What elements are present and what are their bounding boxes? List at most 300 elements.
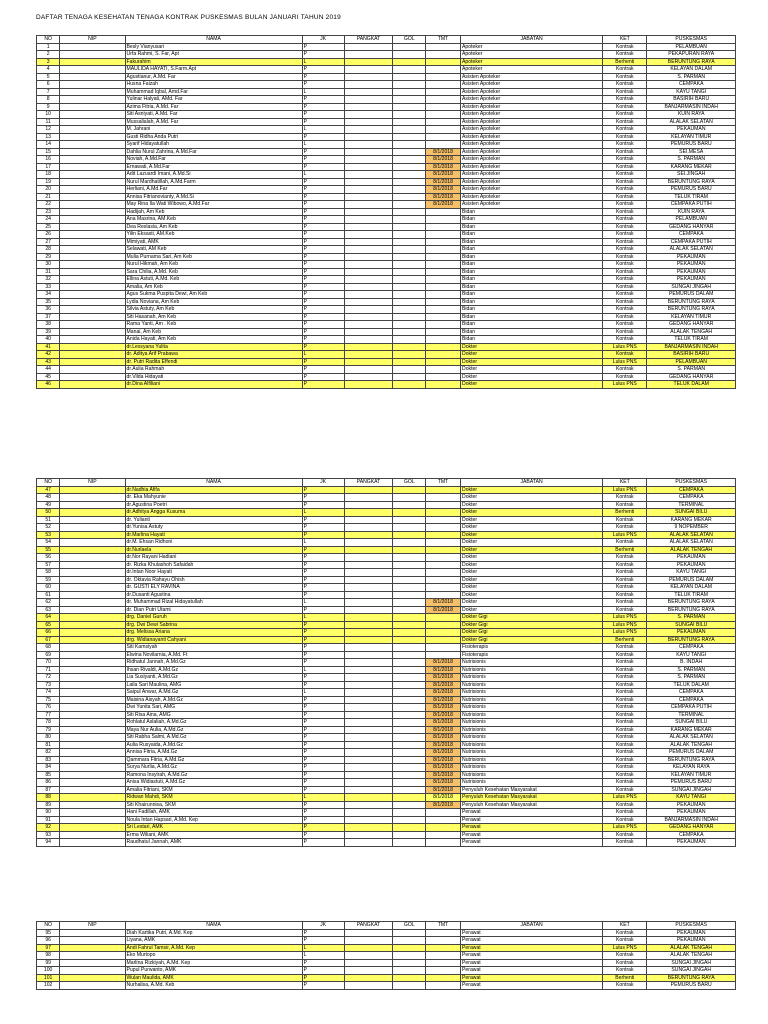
cell-tmt	[426, 328, 461, 336]
cell-jabatan: Dokter	[461, 501, 603, 509]
cell-jabatan: Dokter	[461, 486, 603, 494]
cell-nip	[60, 306, 125, 314]
cell-no: 23	[37, 208, 60, 216]
cell-no: 25	[37, 223, 60, 231]
cell-jabatan: Asisten Apoteker	[461, 186, 603, 194]
cell-no: 68	[37, 644, 60, 652]
cell-pangkat	[344, 576, 393, 584]
cell-gol	[393, 756, 426, 764]
cell-jabatan: Bidan	[461, 306, 603, 314]
cell-pangkat	[344, 974, 393, 982]
cell-nip	[60, 959, 125, 967]
table-row	[37, 261, 736, 269]
cell-nama: Mussalialah, A.Md. Far	[125, 118, 302, 126]
cell-no: 3	[37, 58, 60, 66]
cell-tmt	[426, 306, 461, 314]
cell-tmt	[426, 944, 461, 952]
cell-pangkat	[344, 764, 393, 772]
cell-no: 75	[37, 696, 60, 704]
cell-gol	[393, 486, 426, 494]
cell-nama: Erma Wiliani, AMK	[125, 831, 302, 839]
cell-jabatan: Asisten Apoteker	[461, 96, 603, 104]
cell-nama: Ana Masrina, AM.Keb	[125, 216, 302, 224]
cell-puskesmas: BERUNTUNG RAYA	[647, 606, 736, 614]
cell-nip	[60, 238, 125, 246]
cell-jabatan: Bidan	[461, 223, 603, 231]
cell-ket: Kontrak	[603, 524, 647, 532]
cell-nip	[60, 351, 125, 359]
cell-gol	[393, 659, 426, 667]
cell-pangkat	[344, 336, 393, 344]
cell-no: 46	[37, 381, 60, 389]
table-row	[37, 51, 736, 59]
cell-nip	[60, 726, 125, 734]
cell-pangkat	[344, 644, 393, 652]
cell-gol	[393, 148, 426, 156]
cell-ket: Berhenti	[603, 509, 647, 517]
cell-nip	[60, 786, 125, 794]
cell-gol	[393, 726, 426, 734]
cell-gol	[393, 103, 426, 111]
cell-ket: Kontrak	[603, 967, 647, 975]
cell-jabatan: Asisten Apoteker	[461, 171, 603, 179]
cell-pangkat	[344, 749, 393, 757]
cell-nama: dr.Agustina Poetri	[125, 501, 302, 509]
cell-gol	[393, 629, 426, 637]
cell-pangkat	[344, 771, 393, 779]
cell-jabatan: Dokter	[461, 531, 603, 539]
cell-puskesmas: S. PARMAN	[647, 73, 736, 81]
cell-tmt	[426, 276, 461, 284]
cell-tmt	[426, 929, 461, 937]
cell-puskesmas: SEI.JINGAH	[647, 171, 736, 179]
cell-no: 45	[37, 373, 60, 381]
cell-gol	[393, 764, 426, 772]
table-row	[37, 591, 736, 599]
cell-nama: Herliani, A.Md.Far	[125, 186, 302, 194]
cell-nama: dr. Yulianti	[125, 516, 302, 524]
cell-jk: P	[302, 546, 344, 554]
cell-ket: Kontrak	[603, 313, 647, 321]
cell-pangkat	[344, 726, 393, 734]
cell-ket: Kontrak	[603, 163, 647, 171]
cell-tmt: 8/1/2018	[426, 696, 461, 704]
cell-puskesmas: BANJARMASIN INDAH	[647, 103, 736, 111]
cell-tmt	[426, 591, 461, 599]
cell-jabatan: Perawat	[461, 982, 603, 990]
cell-gol	[393, 711, 426, 719]
cell-ket: Kontrak	[603, 351, 647, 359]
cell-tmt	[426, 223, 461, 231]
cell-gol	[393, 531, 426, 539]
cell-nip	[60, 666, 125, 674]
cell-nip	[60, 343, 125, 351]
cell-jk: P	[302, 163, 344, 171]
cell-no: 55	[37, 546, 60, 554]
cell-nama: Ridhatul Jannah, A.Md.Gz	[125, 659, 302, 667]
table-row	[37, 734, 736, 742]
cell-no: 37	[37, 313, 60, 321]
cell-no: 102	[37, 982, 60, 990]
cell-no: 31	[37, 268, 60, 276]
header-nip: NIP	[60, 36, 125, 44]
cell-nip	[60, 756, 125, 764]
cell-tmt	[426, 216, 461, 224]
table-row	[37, 516, 736, 524]
cell-jk: P	[302, 156, 344, 164]
cell-gol	[393, 509, 426, 517]
cell-gol	[393, 982, 426, 990]
header-jabatan: JABATAN	[461, 922, 603, 930]
cell-no: 60	[37, 584, 60, 592]
cell-tmt	[426, 268, 461, 276]
cell-tmt	[426, 231, 461, 239]
cell-gol	[393, 561, 426, 569]
cell-jk: P	[302, 494, 344, 502]
cell-jabatan: Penyuluh Kesehatan Masyarakat	[461, 794, 603, 802]
cell-tmt	[426, 358, 461, 366]
cell-puskesmas: S. PARMAN	[647, 614, 736, 622]
cell-nama: Agus Sukma Puspita Dewi, Am Keb	[125, 291, 302, 299]
cell-nama: Qammara Fitria, A.Md.Gz	[125, 756, 302, 764]
cell-jk: L	[302, 171, 344, 179]
table-row	[37, 306, 736, 314]
cell-tmt	[426, 208, 461, 216]
cell-ket: Kontrak	[603, 276, 647, 284]
cell-nip	[60, 974, 125, 982]
cell-jabatan: Nutrisionis	[461, 756, 603, 764]
cell-pangkat	[344, 614, 393, 622]
cell-nip	[60, 794, 125, 802]
cell-jk: P	[302, 674, 344, 682]
cell-no: 40	[37, 336, 60, 344]
cell-nama: Azima Fitria, A.Md. Far	[125, 103, 302, 111]
cell-pangkat	[344, 283, 393, 291]
cell-jabatan: Dokter	[461, 584, 603, 592]
cell-puskesmas: KAYU TANGI	[647, 569, 736, 577]
cell-pangkat	[344, 373, 393, 381]
cell-puskesmas: KUIN RAYA	[647, 208, 736, 216]
cell-nama: drg. Dwi Dewi Sabrina	[125, 621, 302, 629]
cell-nip	[60, 771, 125, 779]
cell-no: 69	[37, 651, 60, 659]
cell-ket: Kontrak	[603, 366, 647, 374]
cell-jk: P	[302, 96, 344, 104]
table-row	[37, 163, 736, 171]
cell-puskesmas: PEMURUS DALAM	[647, 749, 736, 757]
cell-jk: P	[302, 681, 344, 689]
table-row	[37, 88, 736, 96]
cell-nip	[60, 373, 125, 381]
cell-ket: Kontrak	[603, 569, 647, 577]
cell-no: 11	[37, 118, 60, 126]
cell-nama: Lydia Noviana, Am Keb	[125, 298, 302, 306]
header-gol: GOL	[393, 479, 426, 487]
cell-puskesmas: BANJARMASIN INDAH	[647, 816, 736, 824]
header-pangkat: PANGKAT	[344, 479, 393, 487]
cell-ket: Kontrak	[603, 231, 647, 239]
cell-nama: dr. Aditya Arif Prabawa	[125, 351, 302, 359]
cell-tmt: 8/1/2018	[426, 178, 461, 186]
cell-ket: Lulus PNS	[603, 486, 647, 494]
cell-gol	[393, 73, 426, 81]
cell-no: 18	[37, 171, 60, 179]
table-row	[37, 66, 736, 74]
cell-nip	[60, 591, 125, 599]
cell-puskesmas: CEMPAKA PUTIH	[647, 201, 736, 209]
cell-ket: Kontrak	[603, 599, 647, 607]
cell-jk: P	[302, 621, 344, 629]
cell-tmt: 8/1/2018	[426, 741, 461, 749]
cell-puskesmas: BASIRIH BARU	[647, 351, 736, 359]
cell-nip	[60, 298, 125, 306]
cell-jk: P	[302, 268, 344, 276]
cell-gol	[393, 749, 426, 757]
cell-nip	[60, 321, 125, 329]
cell-tmt: 8/1/2018	[426, 681, 461, 689]
cell-tmt	[426, 516, 461, 524]
table-row	[37, 238, 736, 246]
cell-jk: P	[302, 231, 344, 239]
cell-ket: Kontrak	[603, 73, 647, 81]
cell-tmt	[426, 141, 461, 149]
cell-jabatan: Nutrisionis	[461, 696, 603, 704]
cell-tmt	[426, 831, 461, 839]
cell-jk: P	[302, 261, 344, 269]
cell-jabatan: Asisten Apoteker	[461, 133, 603, 141]
cell-ket: Kontrak	[603, 96, 647, 104]
cell-ket: Kontrak	[603, 651, 647, 659]
cell-jabatan: Perawat	[461, 809, 603, 817]
cell-ket: Kontrak	[603, 43, 647, 51]
cell-gol	[393, 381, 426, 389]
cell-no: 36	[37, 306, 60, 314]
cell-puskesmas: CEMPAKA	[647, 231, 736, 239]
cell-ket: Kontrak	[603, 216, 647, 224]
cell-gol	[393, 313, 426, 321]
cell-ket: Lulus PNS	[603, 824, 647, 832]
cell-jk: L	[302, 944, 344, 952]
cell-pangkat	[344, 201, 393, 209]
cell-nip	[60, 576, 125, 584]
cell-pangkat	[344, 276, 393, 284]
header-pangkat: PANGKAT	[344, 36, 393, 44]
cell-pangkat	[344, 809, 393, 817]
header-tmt: TMT	[426, 479, 461, 487]
cell-pangkat	[344, 621, 393, 629]
cell-puskesmas: BERUNTUNG RAYA	[647, 756, 736, 764]
cell-nama: dr.Aulia Rahmah	[125, 366, 302, 374]
table-row	[37, 584, 736, 592]
cell-nip	[60, 171, 125, 179]
table-row	[37, 644, 736, 652]
cell-nip	[60, 546, 125, 554]
cell-pangkat	[344, 231, 393, 239]
cell-tmt	[426, 51, 461, 59]
cell-puskesmas: KELAYAN TIMUR	[647, 313, 736, 321]
table-row	[37, 539, 736, 547]
cell-jabatan: Dokter	[461, 539, 603, 547]
cell-jk: P	[302, 809, 344, 817]
cell-jk: P	[302, 246, 344, 254]
cell-pangkat	[344, 103, 393, 111]
cell-nip	[60, 831, 125, 839]
cell-nip	[60, 509, 125, 517]
cell-ket: Kontrak	[603, 66, 647, 74]
cell-puskesmas: KAYU TANGI	[647, 651, 736, 659]
cell-nama: Anisa Widiastuti, A.Md.Gz	[125, 779, 302, 787]
cell-pangkat	[344, 133, 393, 141]
cell-tmt	[426, 486, 461, 494]
cell-tmt	[426, 584, 461, 592]
cell-gol	[393, 51, 426, 59]
cell-gol	[393, 238, 426, 246]
table-row	[37, 381, 736, 389]
table-row	[37, 741, 736, 749]
cell-pangkat	[344, 381, 393, 389]
cell-nip	[60, 741, 125, 749]
cell-tmt: 8/1/2018	[426, 674, 461, 682]
cell-nama: Nurul Hikmah, Am Keb	[125, 261, 302, 269]
cell-pangkat	[344, 516, 393, 524]
cell-nip	[60, 328, 125, 336]
cell-pangkat	[344, 313, 393, 321]
cell-pangkat	[344, 824, 393, 832]
cell-nip	[60, 524, 125, 532]
cell-nip	[60, 636, 125, 644]
cell-ket: Kontrak	[603, 606, 647, 614]
cell-gol	[393, 569, 426, 577]
cell-jk: P	[302, 629, 344, 637]
cell-nip	[60, 696, 125, 704]
cell-nama: dr.Adhitya Angga Kusuma	[125, 509, 302, 517]
cell-jk: P	[302, 756, 344, 764]
cell-jk: P	[302, 659, 344, 667]
cell-no: 90	[37, 809, 60, 817]
cell-no: 71	[37, 666, 60, 674]
cell-jk: P	[302, 43, 344, 51]
table-row	[37, 621, 736, 629]
cell-puskesmas: PEKAUMAN	[647, 929, 736, 937]
table-row	[37, 786, 736, 794]
cell-gol	[393, 719, 426, 727]
cell-jabatan: Dokter	[461, 569, 603, 577]
table-row	[37, 831, 736, 839]
cell-no: 80	[37, 734, 60, 742]
cell-ket: Kontrak	[603, 719, 647, 727]
cell-pangkat	[344, 606, 393, 614]
cell-jk: P	[302, 201, 344, 209]
cell-pangkat	[344, 756, 393, 764]
table-row	[37, 253, 736, 261]
cell-nama: Manai, Am Keb	[125, 328, 302, 336]
cell-pangkat	[344, 801, 393, 809]
cell-gol	[393, 539, 426, 547]
cell-nip	[60, 51, 125, 59]
cell-pangkat	[344, 171, 393, 179]
cell-jk: P	[302, 816, 344, 824]
cell-pangkat	[344, 186, 393, 194]
cell-ket: Kontrak	[603, 591, 647, 599]
cell-puskesmas: CEMPAKA	[647, 81, 736, 89]
cell-tmt: 8/1/2018	[426, 666, 461, 674]
cell-jk: P	[302, 696, 344, 704]
cell-jk: P	[302, 741, 344, 749]
cell-jabatan: Fisioterapis	[461, 644, 603, 652]
cell-no: 98	[37, 952, 60, 960]
cell-puskesmas: KARANG MEKAR	[647, 726, 736, 734]
cell-ket: Kontrak	[603, 133, 647, 141]
cell-jk: P	[302, 929, 344, 937]
cell-jk: P	[302, 193, 344, 201]
cell-no: 88	[37, 794, 60, 802]
cell-pangkat	[344, 741, 393, 749]
cell-nip	[60, 621, 125, 629]
cell-gol	[393, 801, 426, 809]
cell-jabatan: Nutrisionis	[461, 764, 603, 772]
cell-nip	[60, 178, 125, 186]
cell-no: 1	[37, 43, 60, 51]
cell-nama: Ihsan Rivaldi, A.Md.Gz	[125, 666, 302, 674]
cell-no: 95	[37, 929, 60, 937]
table-row	[37, 291, 736, 299]
cell-jabatan: Dokter	[461, 554, 603, 562]
cell-ket: Kontrak	[603, 937, 647, 945]
cell-pangkat	[344, 298, 393, 306]
cell-jk: P	[302, 81, 344, 89]
cell-no: 70	[37, 659, 60, 667]
cell-no: 32	[37, 276, 60, 284]
cell-pangkat	[344, 681, 393, 689]
cell-gol	[393, 328, 426, 336]
cell-nama: Maisina Aisyah, A.Md.Gz	[125, 696, 302, 704]
cell-no: 76	[37, 704, 60, 712]
cell-gol	[393, 306, 426, 314]
cell-nip	[60, 253, 125, 261]
cell-jabatan: Dokter	[461, 366, 603, 374]
cell-tmt	[426, 81, 461, 89]
cell-gol	[393, 741, 426, 749]
header-nama: NAMA	[125, 479, 302, 487]
cell-nip	[60, 952, 125, 960]
cell-nip	[60, 839, 125, 847]
cell-pangkat	[344, 178, 393, 186]
cell-gol	[393, 283, 426, 291]
cell-no: 89	[37, 801, 60, 809]
cell-tmt	[426, 103, 461, 111]
cell-jabatan: Asisten Apoteker	[461, 111, 603, 119]
cell-puskesmas: PEKAUMAN	[647, 801, 736, 809]
cell-gol	[393, 351, 426, 359]
cell-no: 54	[37, 539, 60, 547]
cell-ket: Berhenti	[603, 546, 647, 554]
cell-pangkat	[344, 291, 393, 299]
cell-gol	[393, 141, 426, 149]
cell-jabatan: Bidan	[461, 216, 603, 224]
cell-gol	[393, 689, 426, 697]
cell-puskesmas: GEDANG HANYAR	[647, 373, 736, 381]
cell-ket: Kontrak	[603, 749, 647, 757]
cell-pangkat	[344, 554, 393, 562]
table-row	[37, 681, 736, 689]
cell-jk: P	[302, 974, 344, 982]
cell-puskesmas: SUNGAI BILU	[647, 509, 736, 517]
cell-puskesmas: GEDANG HANYAR	[647, 223, 736, 231]
cell-jabatan: Bidan	[461, 208, 603, 216]
table-row	[37, 156, 736, 164]
cell-jabatan: Bidan	[461, 261, 603, 269]
cell-nama: Marlina Rizkiyah, A.Md. Kep	[125, 959, 302, 967]
